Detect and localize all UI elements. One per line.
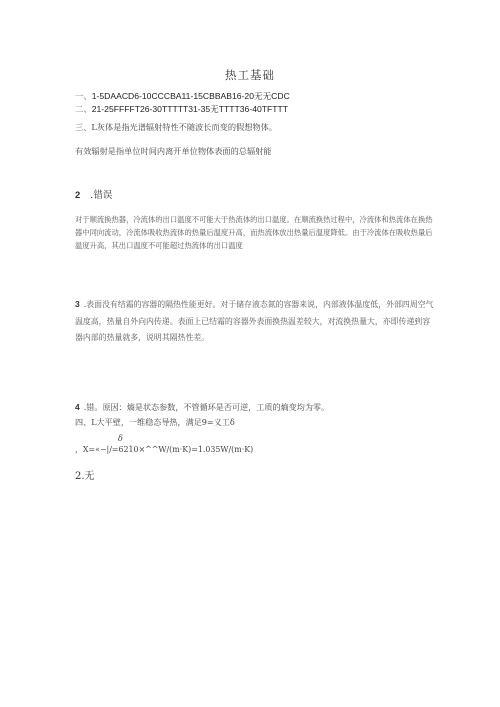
paragraph-text: .错。原因：熵是状态参数，不管循环是否可逆，工质的熵变均为零。	[83, 402, 330, 412]
radiosity-definition: 有效辐射是指单位时间内离开单位物体表面的总辐射能	[75, 146, 272, 156]
answer-line-choice	[75, 90, 290, 102]
answer-text: 1-5DAACD6-10CCCBA11-15CBBAB16-20无无CDC	[91, 91, 290, 101]
section-three-line: 三、L灰体是指光谱辐射特性不随波长而变的假想物体。	[75, 122, 277, 132]
paragraph-frost-container	[75, 296, 435, 347]
item-two-heading	[75, 187, 112, 201]
answer-label: 一、	[75, 91, 92, 101]
last-item: 2.无	[75, 471, 95, 482]
answer-line-truefalse	[75, 103, 288, 115]
answer-label: 二、	[75, 104, 92, 114]
paragraph-text: .表面没有结霜的容器的隔热性能更好。对于储存液态氮的容器来说，内部液体温度低，外部四周空气温度高，热量自外向内传递。表面上已结霜的容器外表面换热温差较大，对流换热量大，亦即传递到容器内部的热量就多，说明其隔热性差。	[75, 300, 434, 342]
section-four-line: 四、L大平壁，一维稳态导热，满足9=义工δ	[75, 417, 235, 427]
item-heading-text: .错误	[90, 190, 113, 201]
item-number: 4	[75, 402, 80, 412]
answer-text: 21-25FFFFT26-30TTTTT31-35无TTTT36-40TFTTT	[91, 104, 289, 114]
item-number: 3	[75, 299, 80, 309]
delta-symbol: δ	[118, 434, 123, 443]
conductivity-formula: ，X=«−|/=6210×^^W/(m·K)=1.035W/(m·K)	[75, 445, 254, 454]
paragraph-entropy	[75, 402, 329, 413]
paragraph-parallel-flow: 对于顺流换热器，冷流体的出口温度不可能大于热流体的出口温度。在顺流换热过程中，冷流体和热流体在换热器中同向流动，冷流体吸收热流体的热量后温度升高，而热流体放出热量后温度降低。由于冷流体在吸收热量后温度升高，其出口温度不可能超过热流体的出口温度	[75, 215, 433, 250]
document-title: 热工基础	[225, 68, 275, 82]
item-number: 2	[75, 190, 81, 201]
